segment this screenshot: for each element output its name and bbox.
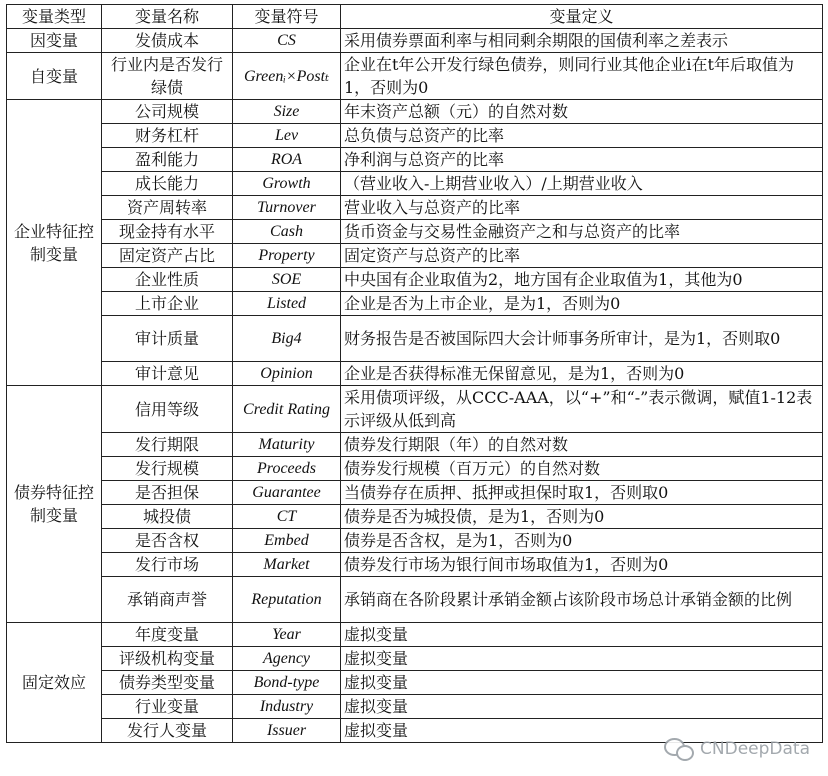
- variable-symbol-cell: Maturity: [233, 433, 341, 457]
- variable-definition-cell: 虚拟变量: [341, 671, 823, 695]
- variable-definition-cell: 债券是否为城投债，是为1，否则为0: [341, 505, 823, 529]
- variable-definition-cell: 虚拟变量: [341, 695, 823, 719]
- variable-symbol-cell: CT: [233, 505, 341, 529]
- table-row: [7, 196, 823, 220]
- header-variable-type: 变量类型: [7, 5, 102, 29]
- variable-name-cell: 财务杠杆: [102, 124, 233, 148]
- variable-symbol-cell: Credit Rating: [233, 386, 341, 433]
- variable-type-cell: 自变量: [7, 53, 102, 100]
- variable-symbol-cell: Agency: [233, 647, 341, 671]
- variable-name-cell: 审计意见: [102, 362, 233, 386]
- variable-type-cell: 企业特征控制变量: [7, 100, 102, 386]
- variable-name-cell: 企业性质: [102, 268, 233, 292]
- variable-symbol-cell: Greenᵢ×Postₜ: [233, 53, 341, 100]
- table-row: [7, 386, 823, 433]
- variable-symbol-cell: SOE: [233, 268, 341, 292]
- variable-definition-cell: 固定资产与总资产的比率: [341, 244, 823, 268]
- variable-definition-cell: 净利润与总资产的比率: [341, 148, 823, 172]
- table-body: [7, 29, 823, 743]
- table-row: [7, 577, 823, 623]
- watermark-text: CNDeepData: [700, 739, 810, 759]
- variable-name-cell: 信用等级: [102, 386, 233, 433]
- variable-name-cell: 债券类型变量: [102, 671, 233, 695]
- table-row: [7, 457, 823, 481]
- variable-symbol-cell: Cash: [233, 220, 341, 244]
- variable-definition-cell: 虚拟变量: [341, 623, 823, 647]
- variable-symbol-cell: Turnover: [233, 196, 341, 220]
- variable-name-cell: 行业内是否发行绿债: [102, 53, 233, 100]
- variable-symbol-cell: Guarantee: [233, 481, 341, 505]
- variable-symbol-cell: Bond-type: [233, 671, 341, 695]
- variable-definition-cell: 当债券存在质押、抵押或担保时取1，否则取0: [341, 481, 823, 505]
- variable-name-cell: 是否含权: [102, 529, 233, 553]
- variable-definition-cell: 财务报告是否被国际四大会计师事务所审计，是为1，否则取0: [341, 316, 823, 362]
- variable-symbol-cell: Listed: [233, 292, 341, 316]
- table-row: [7, 292, 823, 316]
- variable-name-cell: 资产周转率: [102, 196, 233, 220]
- variable-symbol-cell: Lev: [233, 124, 341, 148]
- variable-definition-cell: 中央国有企业取值为2，地方国有企业取值为1，其他为0: [341, 268, 823, 292]
- variable-definition-cell: 营业收入与总资产的比率: [341, 196, 823, 220]
- variable-name-cell: 审计质量: [102, 316, 233, 362]
- table-row: [7, 362, 823, 386]
- wechat-icon: [664, 738, 694, 760]
- variable-definition-cell: 货币资金与交易性金融资产之和与总资产的比率: [341, 220, 823, 244]
- header-variable-name: 变量名称: [102, 5, 233, 29]
- table-row: [7, 529, 823, 553]
- variable-definition-cell: （营业收入-上期营业收入）/上期营业收入: [341, 172, 823, 196]
- table-row: [7, 316, 823, 362]
- table-row: [7, 148, 823, 172]
- variable-name-cell: 现金持有水平: [102, 220, 233, 244]
- variable-name-cell: 城投债: [102, 505, 233, 529]
- variable-name-cell: 行业变量: [102, 695, 233, 719]
- table-row: [7, 671, 823, 695]
- variable-symbol-cell: Size: [233, 100, 341, 124]
- variable-definition-cell: 总负债与总资产的比率: [341, 124, 823, 148]
- variable-definition-cell: 债券发行市场为银行间市场取值为1，否则为0: [341, 553, 823, 577]
- table-row: [7, 623, 823, 647]
- variable-name-cell: 公司规模: [102, 100, 233, 124]
- variable-symbol-cell: Opinion: [233, 362, 341, 386]
- table-row: [7, 268, 823, 292]
- table-row: [7, 244, 823, 268]
- variable-symbol-cell: ROA: [233, 148, 341, 172]
- variable-type-cell: 因变量: [7, 29, 102, 53]
- variable-definition-cell: 债券发行规模（百万元）的自然对数: [341, 457, 823, 481]
- variable-definition-cell: 采用债项评级，从CCC-AAA，以“+”和“-”表示微调，赋值1-12表示评级从低到高: [341, 386, 823, 433]
- table-row: [7, 695, 823, 719]
- variable-name-cell: 发行期限: [102, 433, 233, 457]
- table-row: [7, 29, 823, 53]
- variable-name-cell: 盈利能力: [102, 148, 233, 172]
- variable-name-cell: 发行人变量: [102, 719, 233, 743]
- variable-definition-cell: 企业是否为上市企业，是为1，否则为0: [341, 292, 823, 316]
- header-variable-symbol: 变量符号: [233, 5, 341, 29]
- variable-name-cell: 发行市场: [102, 553, 233, 577]
- variable-definition-cell: 虚拟变量: [341, 719, 823, 743]
- variable-symbol-cell: Issuer: [233, 719, 341, 743]
- table-row: [7, 53, 823, 100]
- table-row: [7, 220, 823, 244]
- variable-definition-cell: 债券发行期限（年）的自然对数: [341, 433, 823, 457]
- variable-symbol-cell: Embed: [233, 529, 341, 553]
- variable-symbol-cell: Industry: [233, 695, 341, 719]
- variable-type-cell: 固定效应: [7, 623, 102, 743]
- variable-symbol-cell: Reputation: [233, 577, 341, 623]
- variable-definition-cell: 企业是否获得标准无保留意见，是为1，否则为0: [341, 362, 823, 386]
- table-row: [7, 172, 823, 196]
- variable-name-cell: 评级机构变量: [102, 647, 233, 671]
- variable-definition-cell: 虚拟变量: [341, 647, 823, 671]
- table-row: [7, 647, 823, 671]
- variable-definition-cell: 采用债券票面利率与相同剩余期限的国债利率之差表示: [341, 29, 823, 53]
- table-row: [7, 505, 823, 529]
- table-row: [7, 433, 823, 457]
- variable-symbol-cell: Property: [233, 244, 341, 268]
- variable-definition-cell: 企业在t年公开发行绿色债券，则同行业其他企业i在t年后取值为1，否则为0: [341, 53, 823, 100]
- header-variable-definition: 变量定义: [341, 5, 823, 29]
- variable-symbol-cell: Proceeds: [233, 457, 341, 481]
- variable-symbol-cell: Year: [233, 623, 341, 647]
- variable-name-cell: 上市企业: [102, 292, 233, 316]
- variable-name-cell: 发债成本: [102, 29, 233, 53]
- table-row: [7, 553, 823, 577]
- variable-symbol-cell: Big4: [233, 316, 341, 362]
- variable-symbol-cell: CS: [233, 29, 341, 53]
- variable-name-cell: 固定资产占比: [102, 244, 233, 268]
- variable-symbol-cell: Market: [233, 553, 341, 577]
- variable-definition-cell: 年末资产总额（元）的自然对数: [341, 100, 823, 124]
- watermark: [664, 738, 810, 760]
- table-row: [7, 124, 823, 148]
- variable-name-cell: 是否担保: [102, 481, 233, 505]
- variable-definition-cell: 承销商在各阶段累计承销金额占该阶段市场总计承销金额的比例: [341, 577, 823, 623]
- variable-name-cell: 成长能力: [102, 172, 233, 196]
- header-row: [7, 5, 823, 29]
- variable-name-cell: 年度变量: [102, 623, 233, 647]
- variable-type-cell: 债券特征控制变量: [7, 386, 102, 623]
- variable-definition-cell: 债券是否含权，是为1，否则为0: [341, 529, 823, 553]
- variable-definition-table: [6, 4, 823, 743]
- table-row: [7, 100, 823, 124]
- variable-name-cell: 承销商声誉: [102, 577, 233, 623]
- variable-symbol-cell: Growth: [233, 172, 341, 196]
- table-row: [7, 481, 823, 505]
- variable-name-cell: 发行规模: [102, 457, 233, 481]
